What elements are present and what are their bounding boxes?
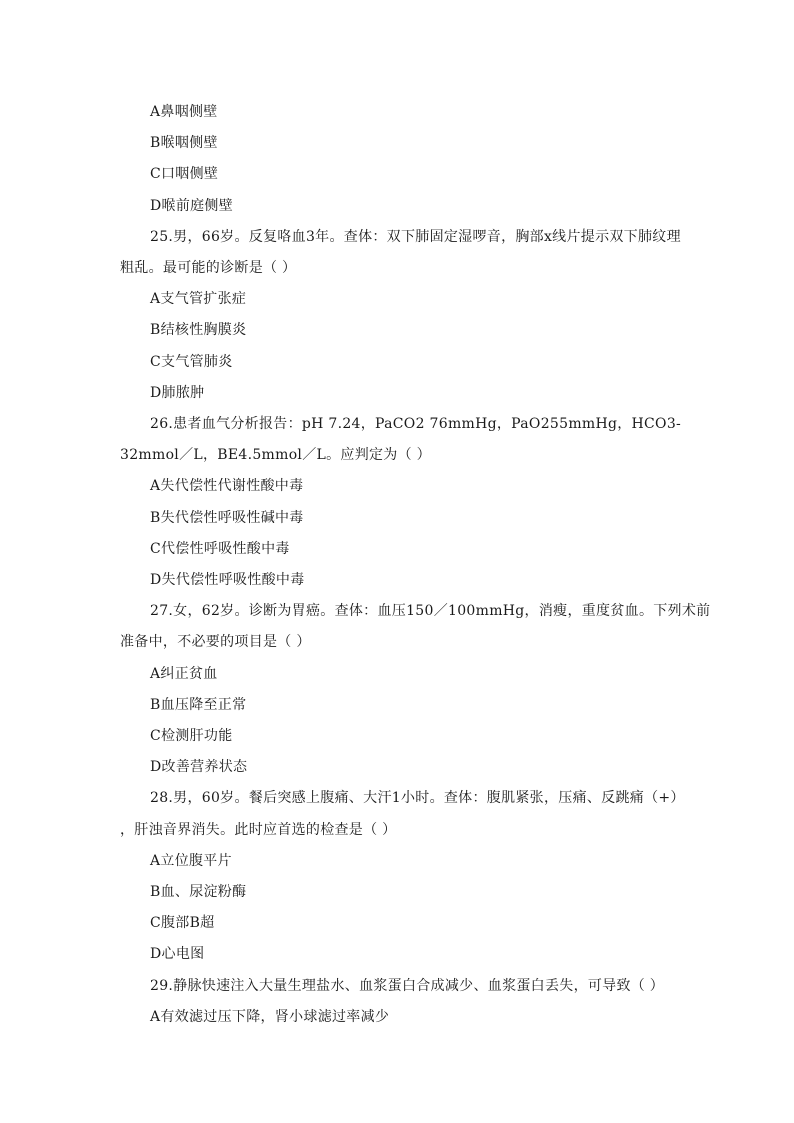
option-c: C腹部B超 xyxy=(150,915,215,931)
option-a: A有效滤过压下降，肾小球滤过率减少 xyxy=(150,1009,390,1025)
option-c: C支气管肺炎 xyxy=(150,354,233,370)
option-a: A鼻咽侧壁 xyxy=(150,104,218,120)
question-stem-continued: 准备中，不必要的项目是（ ） xyxy=(120,634,311,650)
question-stem: 26.患者血气分析报告：pH 7.24，PaCO2 76mmHg，PaO255mmHg，HCO3- xyxy=(150,416,682,432)
option-d: D失代偿性呼吸性酸中毒 xyxy=(150,572,305,588)
option-a: A失代偿性代谢性酸中毒 xyxy=(150,478,304,494)
option-d: D肺脓肿 xyxy=(150,385,205,401)
question-stem-continued: 粗乱。最可能的诊断是（ ） xyxy=(120,260,297,276)
option-b: B血、尿淀粉酶 xyxy=(150,884,247,900)
option-d: D改善营养状态 xyxy=(150,759,248,775)
option-b: B结核性胸膜炎 xyxy=(150,322,247,338)
option-a: A纠正贫血 xyxy=(150,666,218,682)
option-d: D心电图 xyxy=(150,946,205,962)
option-d: D喉前庭侧壁 xyxy=(150,198,234,214)
question-stem: 28.男，60岁。餐后突感上腹痛、大汗1小时。查体：腹肌紧张，压痛、反跳痛（+） xyxy=(150,790,685,806)
option-c: C检测肝功能 xyxy=(150,728,233,744)
question-stem-continued: 32mmol／L，BE4.5mmol／L。应判定为（ ） xyxy=(120,447,431,463)
option-a: A支气管扩张症 xyxy=(150,291,247,307)
option-b: B喉咽侧壁 xyxy=(150,135,218,151)
option-a: A立位腹平片 xyxy=(150,853,232,869)
question-stem: 25.男，66岁。反复咯血3年。查体：双下肺固定湿啰音，胸部x线片提示双下肺纹理 xyxy=(150,229,681,245)
question-stem-continued: ，肝浊音界消失。此时应首选的检查是（ ） xyxy=(120,822,397,838)
option-c: C代偿性呼吸性酸中毒 xyxy=(150,541,290,557)
question-stem: 27.女，62岁。诊断为胃癌。查体：血压150／100mmHg，消瘦，重度贫血。下列术前 xyxy=(150,603,711,619)
question-stem: 29.静脉快速注入大量生理盐水、血浆蛋白合成减少、血浆蛋白丢失，可导致（ ） xyxy=(150,978,665,994)
option-c: C口咽侧壁 xyxy=(150,166,219,182)
option-b: B血压降至正常 xyxy=(150,697,247,713)
option-b: B失代偿性呼吸性碱中毒 xyxy=(150,510,304,526)
